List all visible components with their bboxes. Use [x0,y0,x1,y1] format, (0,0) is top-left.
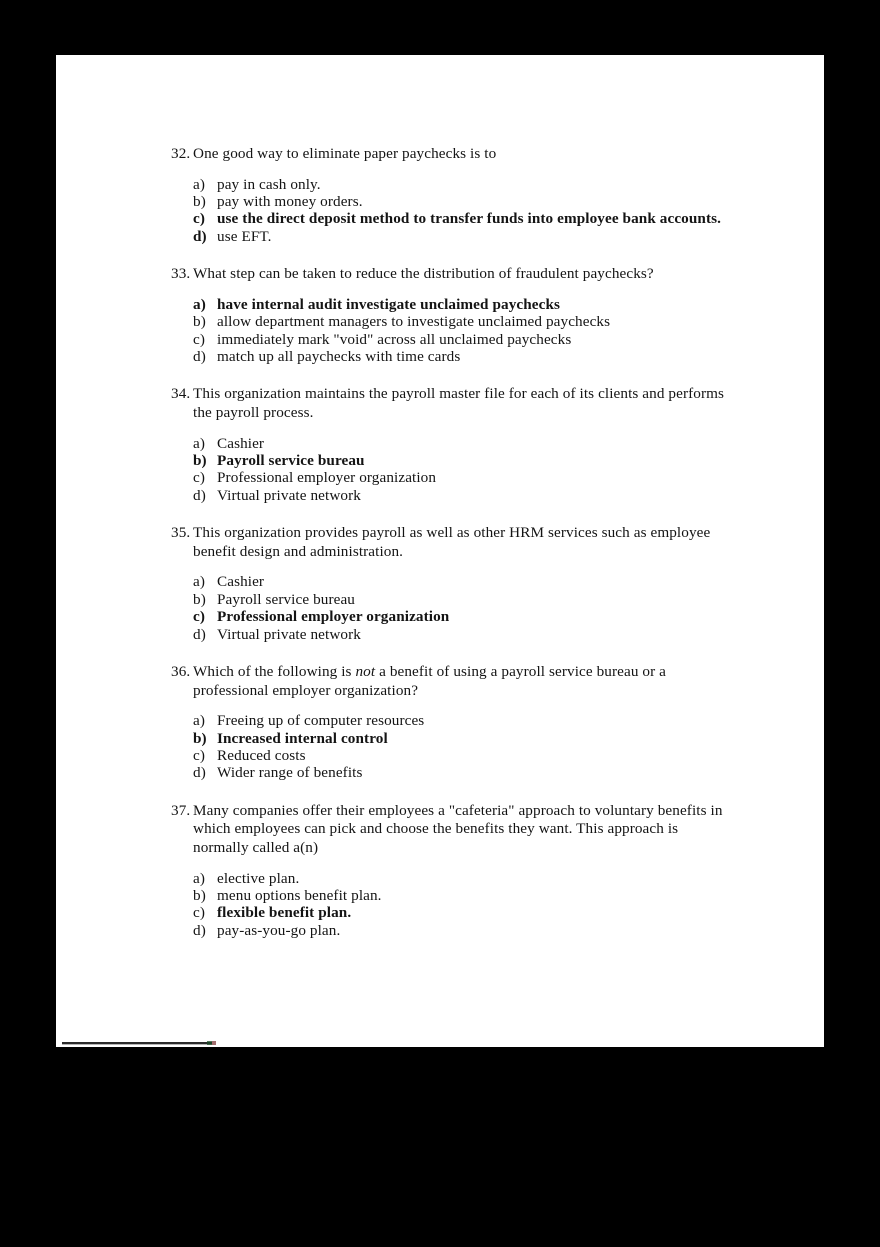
option-text: Cashier [217,573,265,591]
question-block [171,385,731,504]
question-stem [171,802,731,858]
question-block [171,663,731,782]
option-row[interactable] [193,487,731,504]
question-stem [171,663,731,700]
option-row[interactable] [193,887,731,904]
question-stem-text: What step can be taken to reduce the distribution of fraudulent paychecks? [193,265,654,283]
stem-text-after-italic: a benefit of using a payroll service bureau or a professional employer organization? [193,663,667,699]
option-row[interactable] [193,210,731,227]
question-stem-text: This organization provides payroll as well as other HRM services such as employee benefit design and administration. [193,524,711,560]
option-text: pay with money orders. [217,193,363,210]
option-text: immediately mark "void" across all unclaimed paychecks [217,330,572,348]
option-text: have internal audit investigate unclaimed paychecks [217,295,561,313]
scanned-page-sheet [56,55,824,1047]
option-label: c) [193,608,205,626]
option-text: use the direct deposit method to transfer funds into employee bank accounts. [217,210,722,228]
option-label: b) [193,452,207,470]
option-text: Virtual private network [217,486,361,504]
option-label: b) [193,590,206,608]
option-row[interactable] [193,870,731,887]
stem-italic-word: not [355,663,376,681]
option-label: a) [193,175,205,193]
option-label: c) [193,210,205,228]
option-list [171,296,731,366]
option-text: pay in cash only. [217,175,321,193]
option-label: d) [193,227,207,245]
option-label: d) [193,348,206,366]
question-stem-text: One good way to eliminate paper paychecks is to [193,145,497,162]
option-label: c) [193,469,205,487]
option-row[interactable] [193,626,731,643]
scan-artifact-line [62,1042,212,1044]
option-label: d) [193,921,206,939]
option-row[interactable] [193,435,731,452]
option-label: d) [193,625,206,643]
question-stem [171,385,731,422]
option-label: b) [193,193,206,210]
question-block [171,524,731,643]
option-text: Reduced costs [217,747,306,765]
option-text: Freeing up of computer resources [217,712,425,730]
option-label: a) [193,712,205,730]
option-label: b) [193,313,206,331]
option-row[interactable] [193,591,731,608]
question-block [171,265,731,365]
option-list [171,435,731,505]
option-row[interactable] [193,331,731,348]
option-text: flexible benefit plan. [217,904,352,922]
option-row[interactable] [193,452,731,469]
question-number: 35. [171,524,191,542]
option-text: menu options benefit plan. [217,887,382,905]
question-stem-text: This organization maintains the payroll master file for each of its clients and performs the payroll process. [193,385,725,422]
question-number: 32. [171,145,191,162]
option-row[interactable] [193,313,731,330]
option-row[interactable] [193,176,731,193]
option-text: Payroll service bureau [217,590,355,608]
option-list [171,870,731,940]
option-label: b) [193,729,207,747]
option-text: Wider range of benefits [217,764,363,782]
option-text: pay-as-you-go plan. [217,921,341,939]
option-text: Payroll service bureau [217,452,365,470]
option-text: use EFT. [217,227,272,245]
option-row[interactable] [193,608,731,625]
option-label: b) [193,887,206,905]
option-row[interactable] [193,712,731,729]
question-stem-text: Many companies offer their employees a "cafeteria" approach to voluntary benefits in which employees can pick and choose the benefits they want. This approach is normally called a(n) [193,801,723,857]
option-label: d) [193,486,206,504]
option-text: Professional employer organization [217,469,437,487]
option-row[interactable] [193,922,731,939]
option-text: Increased internal control [217,729,388,747]
option-text: elective plan. [217,869,300,887]
option-text: Virtual private network [217,625,361,643]
question-list [171,145,731,939]
option-label: c) [193,330,205,348]
option-list [171,573,731,643]
option-row[interactable] [193,228,731,245]
option-label: c) [193,904,205,922]
question-number: 37. [171,801,191,819]
option-label: a) [193,434,205,452]
option-row[interactable] [193,296,731,313]
option-label: a) [193,573,205,591]
option-row[interactable] [193,469,731,486]
option-list [171,176,731,246]
option-row[interactable] [193,573,731,590]
option-row[interactable] [193,193,731,210]
option-text: match up all paychecks with time cards [217,348,461,366]
question-stem [171,145,731,164]
option-list [171,712,731,782]
question-block [171,802,731,939]
option-row[interactable] [193,747,731,764]
option-row[interactable] [193,730,731,747]
option-row[interactable] [193,348,731,365]
question-stem [171,524,731,561]
option-row[interactable] [193,764,731,781]
option-label: a) [193,869,205,887]
question-stem [171,265,731,284]
option-label: c) [193,747,205,765]
option-row[interactable] [193,904,731,921]
option-text: Cashier [217,434,265,452]
option-text: allow department managers to investigate unclaimed paychecks [217,313,611,331]
option-label: d) [193,764,206,782]
question-number: 33. [171,265,191,283]
question-stem-text [193,663,731,700]
stem-text-before-italic: Which of the following is [193,663,356,681]
question-number: 36. [171,663,191,681]
option-label: a) [193,295,206,313]
option-text: Professional employer organization [217,608,450,626]
question-number: 34. [171,385,191,403]
question-block [171,145,731,245]
